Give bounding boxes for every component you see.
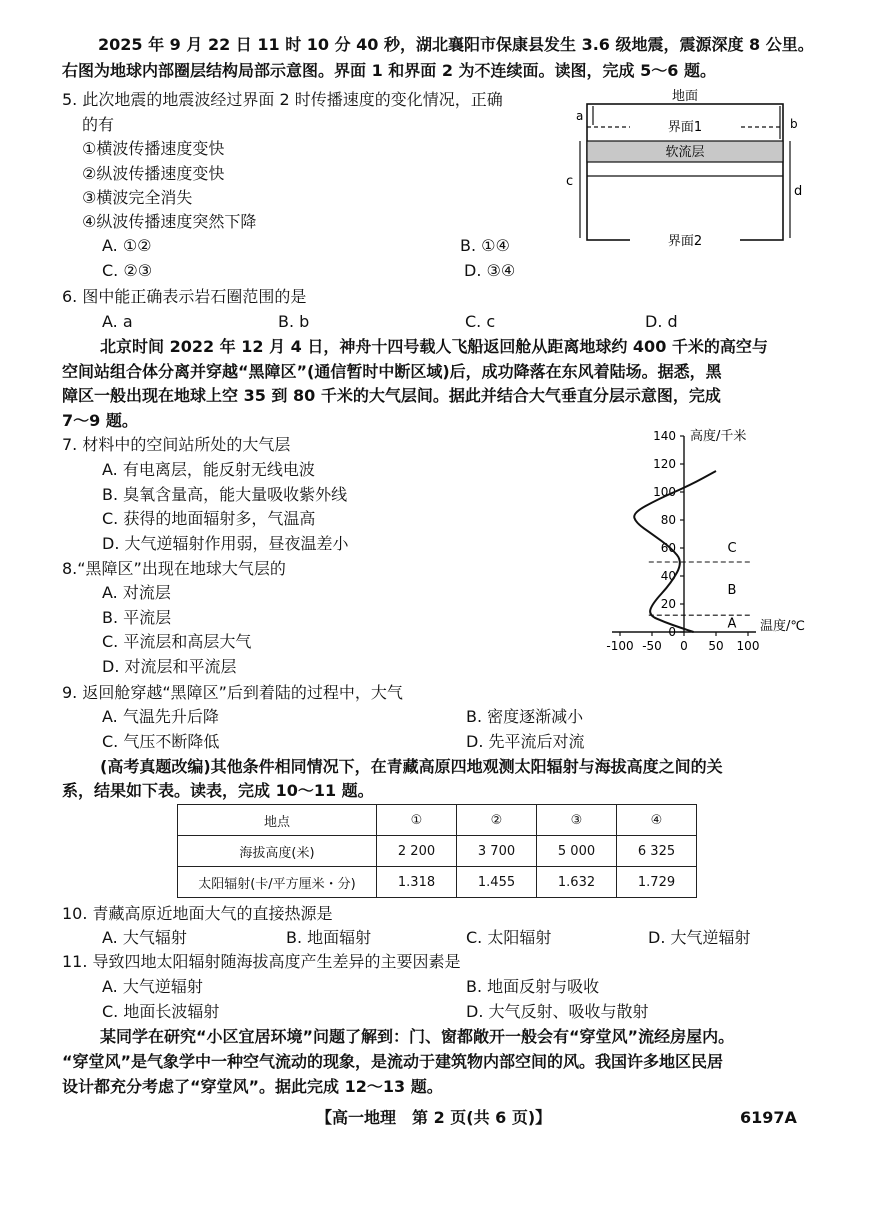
y-tick-label: 60	[660, 541, 676, 555]
q5-stem-2: 的有	[82, 115, 115, 134]
earth-layers-diagram	[560, 84, 810, 256]
q7-option-c: C. 获得的地面辐射多，气温高	[102, 509, 316, 528]
q11-option-b: B. 地面反射与吸收	[466, 977, 600, 996]
intro1-line2: 右图为地球内部圈层结构局部示意图。界面 1 和界面 2 为不连续面。读图，完成 5～6 题。	[62, 61, 716, 80]
q10-option-a: A. 大气辐射	[102, 928, 187, 947]
table-cell: ②	[457, 805, 537, 836]
table-cell: 1.632	[537, 867, 617, 898]
x-tick-label: 100	[736, 639, 760, 653]
table-cell: 5 000	[537, 836, 617, 867]
intro4-line1: 某同学在研究“小区宜居环境”问题了解到：门、窗都敞开一般会有“穿堂风”流经房屋内。	[100, 1027, 735, 1046]
q8-option-b: B. 平流层	[102, 608, 172, 627]
y-tick-label: 140	[653, 429, 676, 443]
q10-option-c: C. 太阳辐射	[466, 928, 552, 947]
layer-label-a: A	[727, 616, 737, 632]
q9-option-a: A. 气温先升后降	[102, 707, 219, 726]
table-cell: 1.729	[617, 867, 697, 898]
table-cell: 太阳辐射(卡/平方厘米・分)	[178, 867, 377, 898]
q5-statement-3: ③横波完全消失	[82, 188, 193, 207]
x-tick-label: 50	[708, 639, 724, 653]
y-tick-label: 100	[653, 485, 676, 499]
q7-stem: 7. 材料中的空间站所处的大气层	[62, 435, 291, 454]
asthenosphere-label: 软流层	[665, 145, 705, 160]
ground-label: 地面	[671, 89, 699, 104]
intro2-line4: 7～9 题。	[62, 411, 138, 430]
q9-option-d: D. 先平流后对流	[466, 732, 585, 751]
label-a: a	[576, 109, 584, 123]
table-cell: 3 700	[457, 836, 537, 867]
intro2-line1: 北京时间 2022 年 12 月 4 日，神舟十四号载人飞船返回舱从距离地球约 400 千米的高空与	[100, 337, 768, 356]
layer-label-b: B	[727, 583, 737, 598]
q5-option-a: A. ①②	[102, 236, 152, 255]
table-row	[178, 836, 697, 867]
q8-option-c: C. 平流层和高层大气	[102, 632, 252, 651]
q8-option-d: D. 对流层和平流层	[102, 657, 237, 676]
q5-statement-1: ①横波传播速度变快	[82, 139, 225, 158]
q11-option-d: D. 大气反射、吸收与散射	[466, 1002, 649, 1021]
atmosphere-chart	[580, 428, 820, 654]
y-tick-label: 80	[660, 513, 676, 527]
q5-option-b: B. ①④	[460, 236, 510, 255]
y-tick-label: 0	[668, 625, 676, 639]
intro2-line2: 空间站组合体分离并穿越“黑障区”(通信暂时中断区域)后，成功降落在东风着陆场。据悉，黑	[62, 362, 722, 381]
layer-label-c: C	[727, 541, 737, 556]
q5-statement-2: ②纵波传播速度变快	[82, 164, 225, 183]
q5-option-c: C. ②③	[102, 261, 153, 280]
intro4-line3: 设计都充分考虑了“穿堂风”。据此完成 12～13 题。	[62, 1077, 443, 1096]
q11-option-c: C. 地面长波辐射	[102, 1002, 220, 1021]
interface-1-label: 界面1	[667, 120, 703, 135]
page-footer: 【高一地理 第 2 页(共 6 页)】	[316, 1108, 552, 1127]
intro3-line1: (高考真题改编)其他条件相同情况下，在青藏高原四地观测太阳辐射与海拔高度之间的关	[100, 757, 723, 776]
q10-stem: 10. 青藏高原近地面大气的直接热源是	[62, 904, 333, 923]
table-cell: 1.318	[377, 867, 457, 898]
label-d: d	[794, 184, 803, 199]
table-cell: 海拔高度(米)	[178, 836, 377, 867]
x-tick-label: -50	[642, 639, 662, 653]
y-tick-label: 40	[660, 569, 676, 583]
q11-option-a: A. 大气逆辐射	[102, 977, 203, 996]
intro3-line2: 系，结果如下表。读表，完成 10～11 题。	[62, 781, 374, 800]
table-cell: ④	[617, 805, 697, 836]
q9-stem: 9. 返回舱穿越“黑障区”后到着陆的过程中，大气	[62, 683, 403, 702]
q6-stem: 6. 图中能正确表示岩石圈范围的是	[62, 287, 307, 306]
q10-option-b: B. 地面辐射	[286, 928, 372, 947]
x-tick-label: 0	[680, 639, 688, 653]
radiation-table	[177, 804, 697, 898]
intro1-line1: 2025 年 9 月 22 日 11 时 10 分 40 秒，湖北襄阳市保康县发生 3.6 级地震，震源深度 8 公里。	[98, 35, 814, 54]
intro4-line2: “穿堂风”是气象学中一种空气流动的现象，是流动于建筑物内部空间的风。我国许多地区民居	[62, 1052, 724, 1071]
q5-statement-4: ④纵波传播速度突然下降	[82, 212, 257, 231]
q9-option-b: B. 密度逐渐减小	[466, 707, 584, 726]
table-cell: ③	[537, 805, 617, 836]
table-cell: 2 200	[377, 836, 457, 867]
table-cell: ①	[377, 805, 457, 836]
x-axis-label: 温度/℃	[760, 619, 805, 634]
x-tick-label: -100	[606, 639, 634, 653]
q8-option-a: A. 对流层	[102, 583, 171, 602]
y-tick-label: 120	[653, 457, 676, 471]
q6-option-d: D. d	[645, 312, 678, 331]
q8-stem: 8.“黑障区”出现在地球大气层的	[62, 559, 286, 578]
table-row	[178, 867, 697, 898]
intro2-line3: 障区一般出现在地球上空 35 到 80 千米的大气层间。据此并结合大气垂直分层示意图，完成	[62, 386, 721, 405]
q6-option-a: A. a	[102, 312, 133, 331]
q6-option-b: B. b	[278, 312, 310, 331]
q5-option-d: D. ③④	[464, 261, 516, 280]
q10-option-d: D. 大气逆辐射	[648, 928, 751, 947]
label-b: b	[790, 117, 798, 131]
table-cell: 地点	[178, 805, 377, 836]
table-header-row	[178, 805, 697, 836]
q5-stem-1: 5. 此次地震的地震波经过界面 2 时传播速度的变化情况，正确	[62, 90, 503, 109]
q9-option-c: C. 气压不断降低	[102, 732, 220, 751]
q7-option-a: A. 有电离层，能反射无线电波	[102, 460, 315, 479]
paper-code: 6197A	[740, 1108, 797, 1127]
y-tick-label: 20	[660, 597, 676, 611]
q11-stem: 11. 导致四地太阳辐射随海拔高度产生差异的主要因素是	[62, 952, 461, 971]
q6-option-c: C. c	[465, 312, 496, 331]
y-axis-label: 高度/千米	[690, 429, 747, 444]
table-cell: 6 325	[617, 836, 697, 867]
q7-option-b: B. 臭氧含量高，能大量吸收紫外线	[102, 485, 348, 504]
table-cell: 1.455	[457, 867, 537, 898]
q7-option-d: D. 大气逆辐射作用弱，昼夜温差小	[102, 534, 349, 553]
interface-2-label: 界面2	[667, 234, 703, 249]
label-c: c	[566, 174, 574, 189]
